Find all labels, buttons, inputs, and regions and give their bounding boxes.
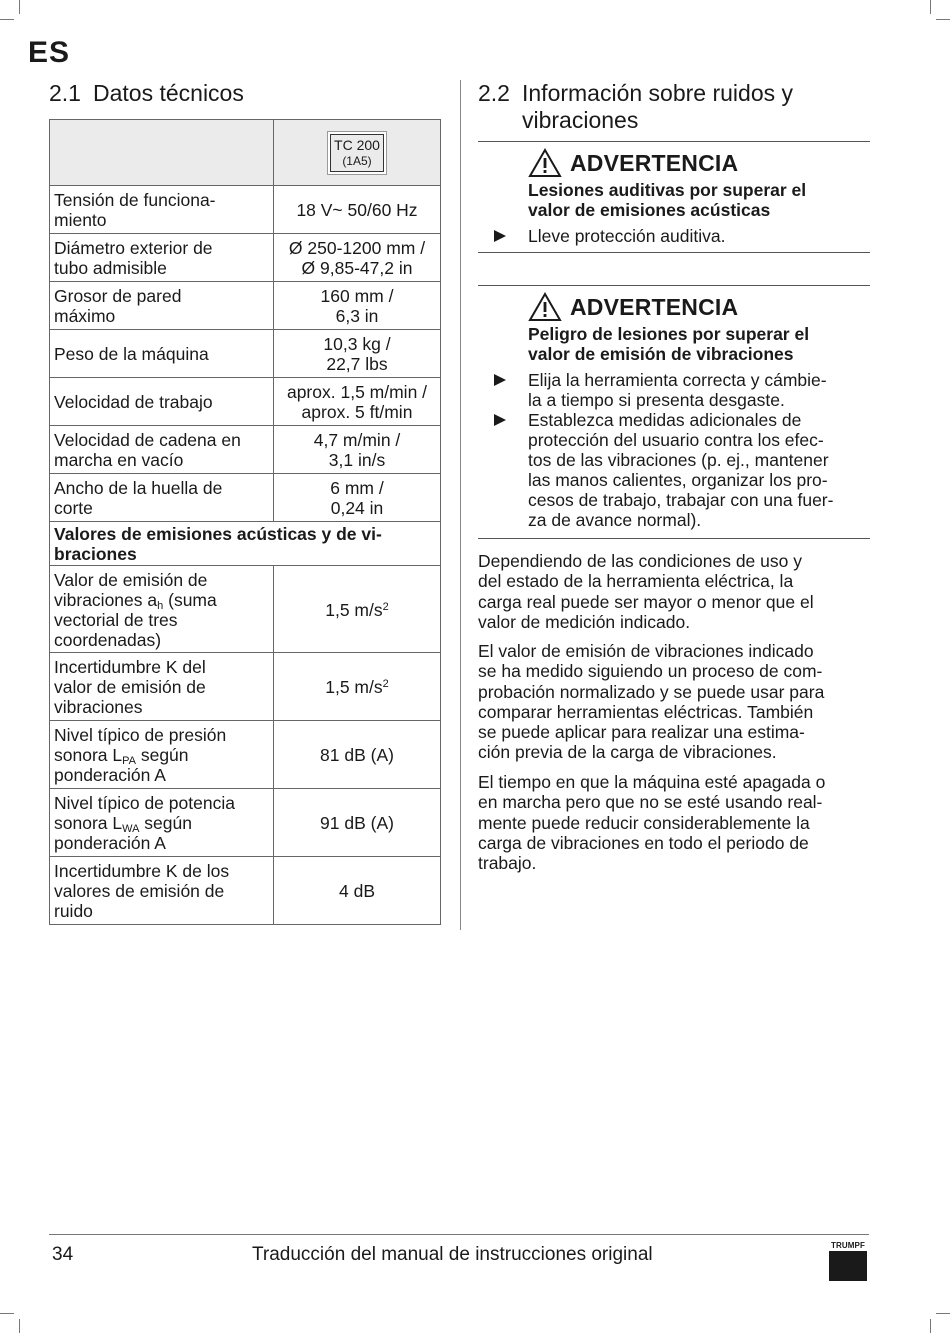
table-header-model-cell bbox=[274, 120, 441, 186]
crop-mark bbox=[930, 1319, 931, 1333]
row-label: Grosor de pared máximo bbox=[50, 282, 274, 330]
paragraph: El tiempo en que la máquina esté apagada o en marcha pero que no se esté usando real- mente puede reducir considerablemente la carga de vibraciones en todo el periodo de trabajo. bbox=[478, 772, 826, 874]
brand-logo bbox=[829, 1241, 867, 1281]
row-label: Ancho de la huella de corte bbox=[50, 474, 274, 522]
paragraph: Dependiendo de las condiciones de uso y del estado de la herramienta eléctrica, la carga real puede ser mayor o menor que el valor de medición indicado. bbox=[478, 551, 814, 632]
row-value-superscript: 2 bbox=[382, 600, 389, 613]
warning-title: ADVERTENCIA bbox=[570, 150, 739, 176]
table-row bbox=[50, 653, 441, 721]
row-value bbox=[274, 857, 441, 925]
row-label-text: Nivel típico de potencia sonora L bbox=[54, 793, 235, 833]
footer-title: Traducción del manual de instrucciones original bbox=[252, 1244, 653, 1265]
table-row bbox=[50, 474, 441, 522]
bullet-arrow-icon bbox=[494, 230, 506, 242]
warning-bottom-rule bbox=[478, 252, 870, 253]
table-header-empty-cell bbox=[50, 120, 274, 186]
row-label-text: Incertidumbre K de los valores de emisión de ruido bbox=[54, 861, 230, 921]
row-value: Ø 250-1200 mm / Ø 9,85-47,2 in bbox=[274, 234, 441, 282]
row-value bbox=[274, 653, 441, 721]
warning-bottom-rule bbox=[478, 538, 870, 539]
row-label: Velocidad de cadena en marcha en vacío bbox=[50, 426, 274, 474]
row-label-text: según ponderación A bbox=[54, 745, 189, 785]
section-heading-technical-data bbox=[49, 80, 244, 107]
row-label bbox=[50, 566, 274, 653]
row-value: 160 mm / 6,3 in bbox=[274, 282, 441, 330]
row-value: aprox. 1,5 m/min / aprox. 5 ft/min bbox=[274, 378, 441, 426]
section-number: 2.1 bbox=[49, 80, 81, 106]
table-row bbox=[50, 857, 441, 925]
warning-subtitle: Lesiones auditivas por superar el valor de emisiones acústicas bbox=[528, 180, 807, 220]
table-row bbox=[50, 789, 441, 857]
warning-top-rule bbox=[478, 285, 870, 286]
table-row bbox=[50, 234, 441, 282]
bullet-text: Establezca medidas adicionales de protección del usuario contra los efec- tos de las vibraciones (p. ej., mantener las manos calientes, organizar los pro- cesos de trabajo, trabajar con una fuer- za de avance normal). bbox=[528, 410, 834, 530]
row-label bbox=[50, 857, 274, 925]
crop-mark bbox=[19, 0, 20, 14]
table-header-row bbox=[50, 120, 441, 186]
bullet-text: Lleve protección auditiva. bbox=[528, 226, 726, 246]
row-label bbox=[50, 653, 274, 721]
logo-text: TRUMPF bbox=[831, 1241, 865, 1250]
warning-subtitle: Peligro de lesiones por superar el valor de emisión de vibraciones bbox=[528, 324, 810, 364]
row-label-subscript: WA bbox=[122, 823, 140, 835]
warning-bullet bbox=[494, 226, 870, 246]
warning-top-rule bbox=[478, 141, 870, 142]
table-row bbox=[50, 426, 441, 474]
crop-mark bbox=[936, 1313, 950, 1314]
row-label: Velocidad de trabajo bbox=[50, 378, 274, 426]
row-value: 10,3 kg / 22,7 lbs bbox=[274, 330, 441, 378]
row-value bbox=[274, 721, 441, 789]
crop-mark bbox=[0, 19, 14, 20]
crop-mark bbox=[19, 1319, 20, 1333]
section-heading-noise-vibration bbox=[478, 80, 793, 134]
warning-bullet bbox=[494, 410, 870, 530]
table-section-header-row bbox=[50, 522, 441, 566]
section-title-line2: vibraciones bbox=[522, 107, 639, 133]
bullet-arrow-icon bbox=[494, 374, 506, 386]
section-title: Datos técnicos bbox=[93, 80, 244, 106]
model-code: (1A5) bbox=[342, 154, 372, 168]
row-value: 6 mm / 0,24 in bbox=[274, 474, 441, 522]
row-label bbox=[50, 789, 274, 857]
row-value-text: 1,5 m/s bbox=[325, 599, 383, 620]
row-value-superscript: 2 bbox=[382, 678, 389, 690]
row-label-subscript: h bbox=[157, 599, 164, 612]
warning-bullet bbox=[494, 370, 870, 410]
language-code: ES bbox=[28, 36, 71, 69]
row-label-text: Valor de emisión de vibraciones a bbox=[54, 569, 208, 610]
paragraph: El valor de emisión de vibraciones indicado se ha medido siguiendo un proceso de com- probación normalizado y se puede usar para comparar herramientas eléctricas. También se puede aplicar para realizar una estima- ción previa de la carga de vibraciones. bbox=[478, 641, 825, 763]
row-value-text: 1,5 m/s bbox=[325, 677, 383, 697]
table-row bbox=[50, 721, 441, 789]
logo-block bbox=[829, 1251, 867, 1281]
row-label-subscript: PA bbox=[122, 755, 136, 767]
row-label-text: (suma vectorial de tres coordenadas) bbox=[54, 589, 217, 650]
row-value-text: 81 dB (A) bbox=[320, 745, 394, 765]
footer-rule bbox=[49, 1234, 869, 1235]
table-row bbox=[50, 186, 441, 234]
table-section-header: Valores de emisiones acústicas y de vi- braciones bbox=[50, 522, 441, 566]
bullet-arrow-icon bbox=[494, 414, 506, 426]
table-row bbox=[50, 378, 441, 426]
crop-mark bbox=[0, 1313, 14, 1314]
row-value: 4,7 m/min / 3,1 in/s bbox=[274, 426, 441, 474]
row-value-text: 91 dB (A) bbox=[320, 813, 394, 833]
crop-mark bbox=[936, 19, 950, 20]
warning-title: ADVERTENCIA bbox=[570, 294, 739, 320]
technical-data-table bbox=[49, 119, 441, 925]
table-row bbox=[50, 330, 441, 378]
section-number: 2.2 bbox=[478, 80, 510, 106]
section-title-line1: Información sobre ruidos y bbox=[522, 80, 794, 106]
model-name: TC 200 bbox=[334, 137, 380, 153]
model-badge bbox=[330, 134, 384, 172]
row-value bbox=[274, 789, 441, 857]
row-label-text: según ponderación A bbox=[54, 813, 192, 853]
row-label: Tensión de funciona- miento bbox=[50, 186, 274, 234]
column-divider bbox=[460, 80, 461, 930]
row-value bbox=[274, 566, 441, 653]
table-row bbox=[50, 566, 441, 653]
row-label-text: Nivel típico de presión sonora L bbox=[54, 725, 227, 765]
row-label: Diámetro exterior de tubo admisible bbox=[50, 234, 274, 282]
page-number: 34 bbox=[52, 1244, 74, 1265]
row-value: 18 V~ 50/60 Hz bbox=[274, 186, 441, 234]
crop-mark bbox=[930, 0, 931, 14]
row-label: Peso de la máquina bbox=[50, 330, 274, 378]
row-label-text: Incertidumbre K del valor de emisión de vibraciones bbox=[54, 657, 206, 717]
table-row bbox=[50, 282, 441, 330]
bullet-text: Elija la herramienta correcta y cámbie- la a tiempo si presenta desgaste. bbox=[528, 370, 827, 410]
row-label bbox=[50, 721, 274, 789]
row-value-text: 4 dB bbox=[339, 881, 375, 901]
